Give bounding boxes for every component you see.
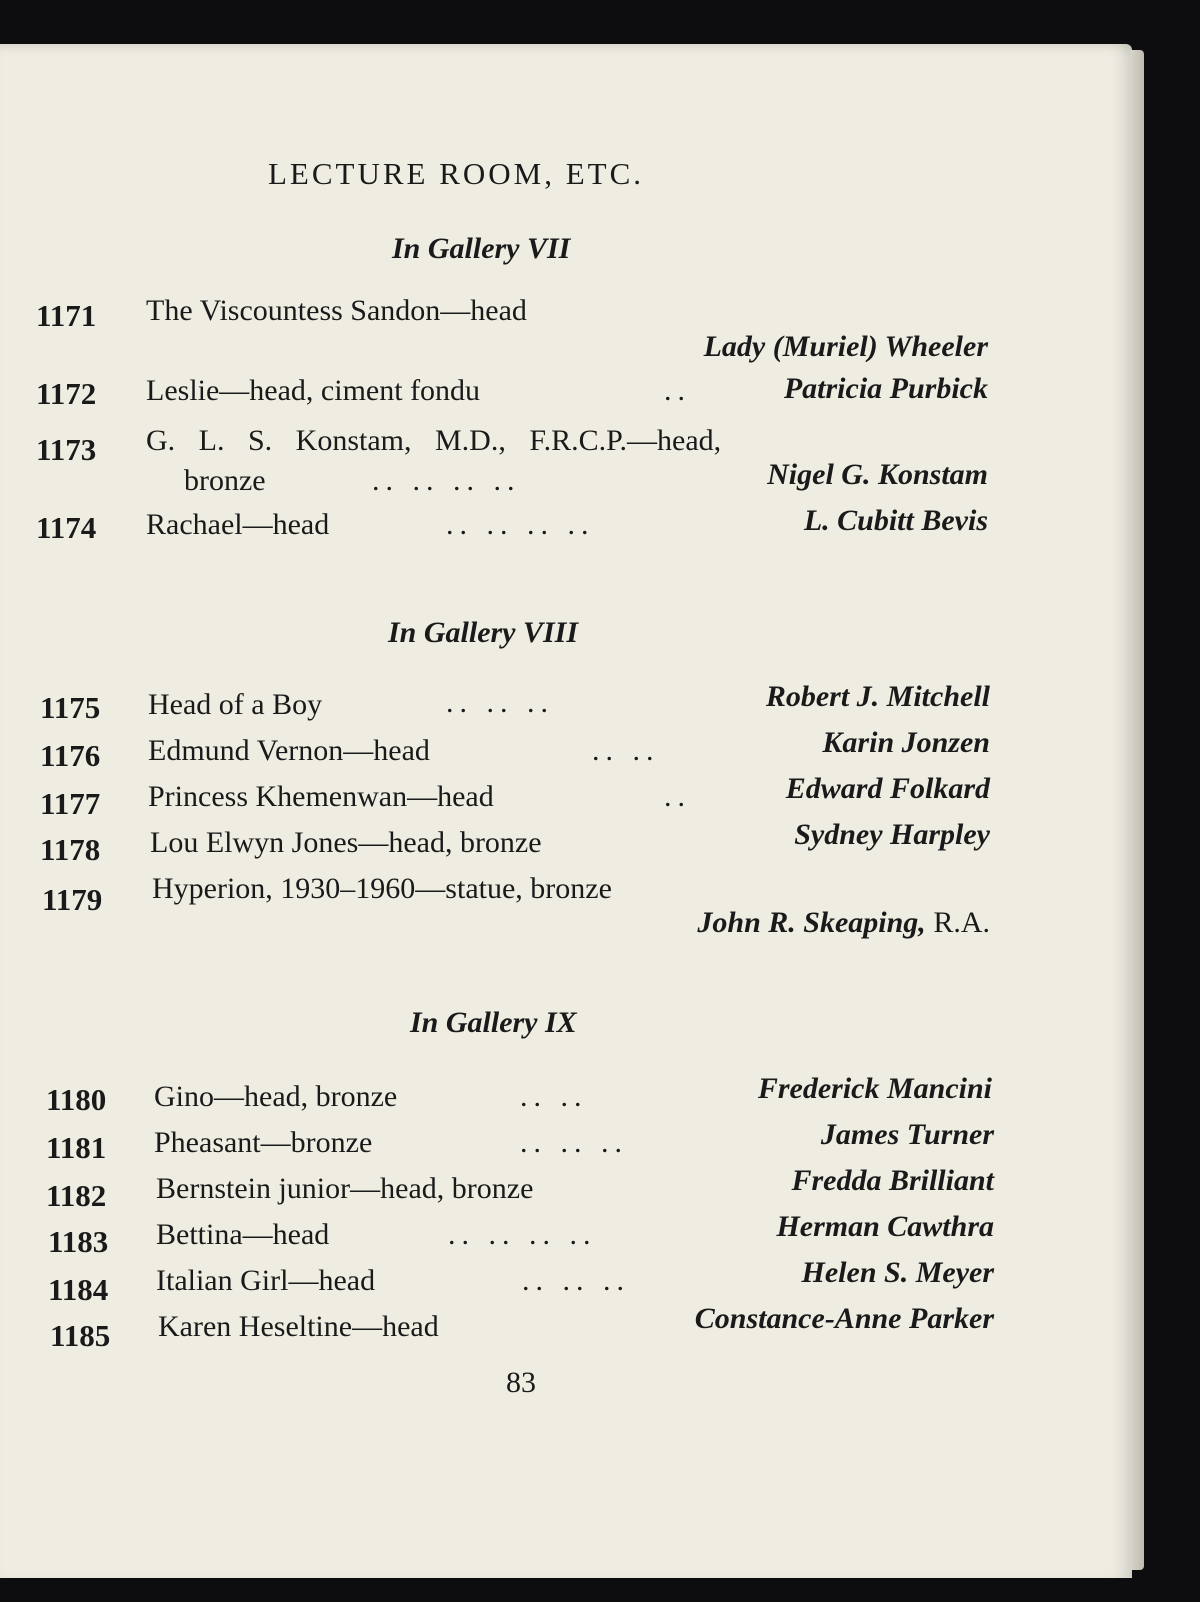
gallery-title-viii: In Gallery VIII [388, 616, 579, 649]
entry-artist: Herman Cawthra [776, 1210, 994, 1243]
leader-dots: .. .. .. [520, 1126, 628, 1159]
artist-honour: R.A. [933, 906, 990, 939]
gallery-title-vii: In Gallery VII [392, 232, 571, 265]
entry-artist: Karin Jonzen [822, 726, 990, 759]
entry-artist: Fredda Brilliant [791, 1164, 994, 1197]
leader-dots: .. .. .. .. [372, 464, 521, 497]
gallery-title-ix: In Gallery IX [410, 1006, 577, 1039]
entry-artist: Frederick Mancini [757, 1072, 992, 1105]
entry-title: Rachael—head [146, 508, 330, 541]
entry-number: 1172 [36, 376, 97, 411]
entry-title: Karen Heseltine—head [158, 1310, 439, 1343]
entry-number: 1179 [42, 882, 103, 917]
entry-number: 1182 [46, 1178, 107, 1213]
page-number: 83 [506, 1366, 536, 1399]
entry-number: 1178 [40, 832, 101, 867]
entry-number: 1176 [40, 738, 101, 773]
leader-dots: .. .. .. .. [446, 508, 595, 541]
leader-dots: .. .. [520, 1080, 588, 1113]
entry-title: Head of a Boy [148, 688, 323, 721]
entry-title: Leslie—head, ciment fondu [146, 374, 481, 407]
entry-number: 1171 [36, 298, 97, 333]
leader-dots: .. .. .. .. [448, 1218, 597, 1251]
entry-title: Princess Khemenwan—head [148, 780, 494, 813]
leader-dots: .. [664, 374, 691, 407]
entry-number: 1180 [46, 1082, 107, 1117]
leader-dots: .. .. .. [522, 1264, 630, 1297]
entry-number: 1175 [40, 690, 101, 725]
entry-artist: Edward Folkard [785, 772, 990, 805]
artist-name: John R. Skeaping, [697, 906, 926, 939]
entry-title: G. L. S. Konstam, M.D., F.R.C.P.—head, [146, 424, 722, 457]
entry-artist: L. Cubitt Bevis [803, 504, 988, 537]
entry-artist: Nigel G. Konstam [767, 458, 988, 491]
entry-artist: Constance-Anne Parker [694, 1302, 994, 1335]
entry-title-continued: bronze [184, 464, 266, 497]
entry-number: 1177 [40, 786, 101, 821]
entry-artist: Patricia Purbick [783, 372, 988, 405]
entry-number: 1184 [48, 1272, 109, 1307]
entry-number: 1174 [36, 510, 97, 545]
entry-title: The Viscountess Sandon—head [146, 294, 527, 327]
leader-dots: .. .. [592, 734, 660, 767]
entry-title: Gino—head, bronze [154, 1080, 398, 1113]
entry-title: Bettina—head [156, 1218, 330, 1251]
entry-number: 1173 [36, 432, 97, 467]
entry-title: Lou Elwyn Jones—head, bronze [150, 826, 542, 859]
entry-artist: Helen S. Meyer [801, 1256, 994, 1289]
entry-artist: James Turner [820, 1118, 994, 1151]
entry-artist: Robert J. Mitchell [765, 680, 990, 713]
entry-number: 1183 [48, 1224, 109, 1259]
entry-artist [697, 906, 990, 940]
page-heading: LECTURE ROOM, ETC. [268, 156, 645, 191]
entry-title: Pheasant—bronze [154, 1126, 373, 1159]
entry-artist: Lady (Muriel) Wheeler [703, 330, 988, 363]
entry-title: Hyperion, 1930–1960—statue, bronze [152, 872, 612, 905]
entry-title: Edmund Vernon—head [148, 734, 430, 767]
entry-number: 1181 [46, 1130, 107, 1165]
entry-number: 1185 [50, 1318, 111, 1353]
leader-dots: .. [664, 780, 691, 813]
entry-title: Bernstein junior—head, bronze [156, 1172, 534, 1205]
page-edge [1130, 50, 1144, 1570]
leader-dots: .. .. .. [446, 686, 554, 719]
entry-artist: Sydney Harpley [794, 818, 990, 851]
entry-title: Italian Girl—head [156, 1264, 376, 1297]
